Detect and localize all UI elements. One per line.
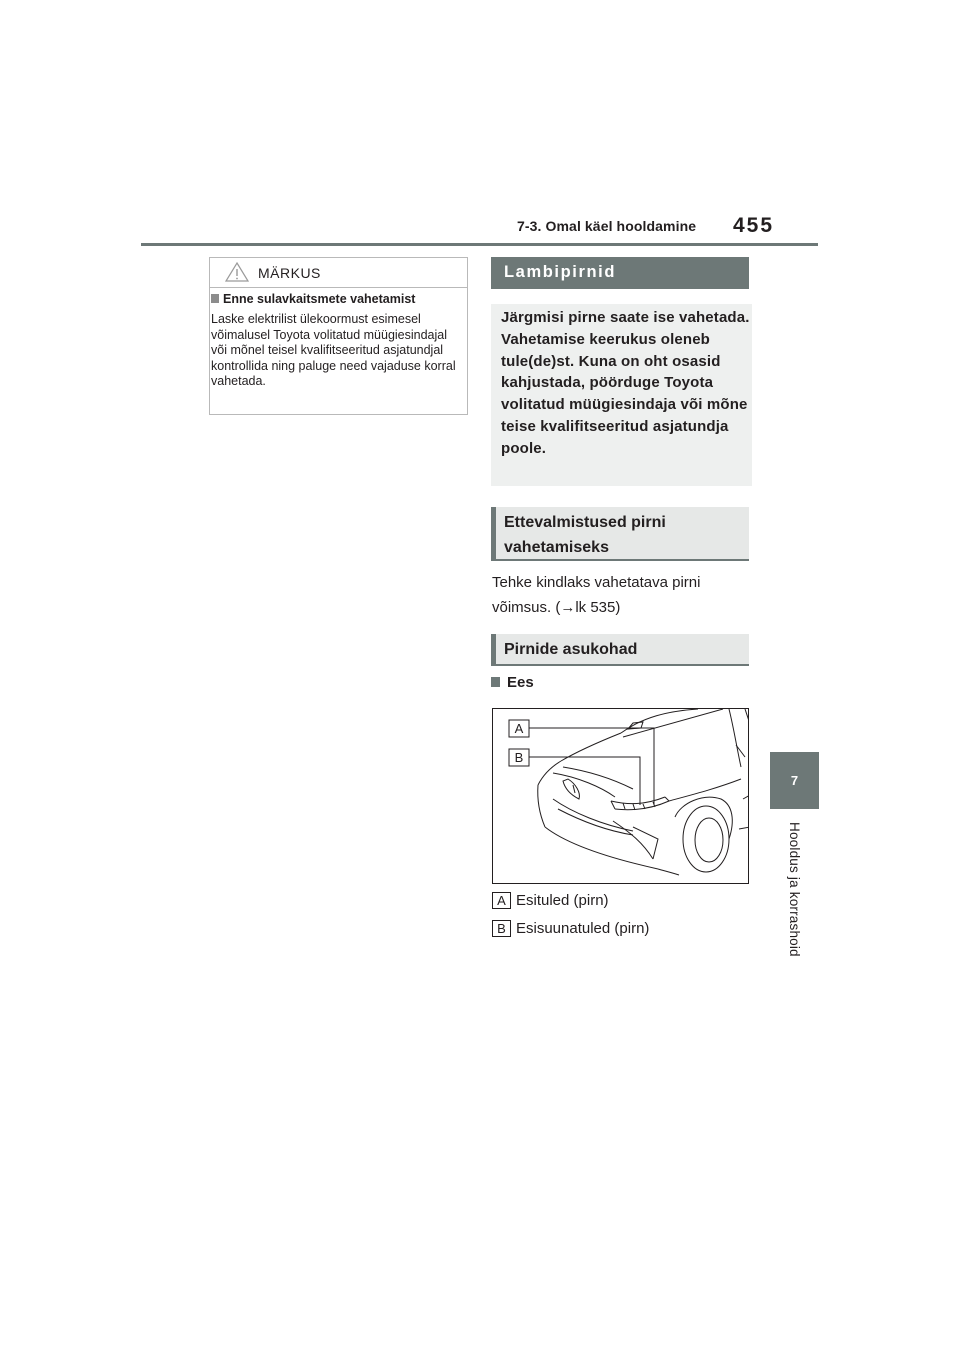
notice-subheading-text: Enne sulavkaitsmete vahetamist <box>223 292 416 306</box>
preparation-text <box>492 570 752 620</box>
legend-item-b <box>492 917 649 939</box>
preparation-heading: Ettevalmistused pirni vahetamiseks <box>491 507 749 561</box>
front-label-text: Ees <box>507 674 534 691</box>
callout-a-label: A <box>514 721 524 736</box>
legend-item-a <box>492 889 609 911</box>
legend-label-b: Esisuunatuled (pirn) <box>516 919 650 937</box>
notice-header <box>210 258 467 288</box>
locations-heading: Pirnide asukohad <box>491 634 749 666</box>
legend-label-a: Esituled (pirn) <box>516 891 609 909</box>
notice-body: Laske elektrilist ülekoormust esimesel võimalusel Toyota volitatud müügiesindajal või mõnel teisel kvalifitseeritud asjatundjal kontrollida ning paluge need vajaduse korral vahetada. <box>211 312 456 388</box>
front-label <box>491 674 534 691</box>
page-reference[interactable]: lk 535) <box>575 599 621 616</box>
notice-title: MÄRKUS <box>258 265 321 281</box>
legend-key-a: A <box>492 892 511 909</box>
lamps-heading: Lambipirnid <box>491 257 749 289</box>
chapter-number: 7 <box>790 773 799 788</box>
arrow-icon: → <box>560 599 576 616</box>
bullet-square-icon <box>491 677 500 687</box>
preparation-text-start: Tehke kindlaks vahetatava pirni võimsus. ( <box>492 574 701 616</box>
chapter-tab <box>770 752 819 809</box>
warning-icon <box>224 261 250 283</box>
notice-subheading <box>211 292 415 306</box>
lamps-intro: Järgmisi pirne saate ise vahetada. Vahetamise keerukus oleneb tule(de)st. Kuna on oht osasid kahjustada, pöörduge Toyota volitatud müügiesindaja või mõne teise kvalifitseeritud asjatundja poole. <box>491 304 752 486</box>
legend-key-b: B <box>492 920 511 937</box>
car-drawing <box>493 709 749 884</box>
header-rule <box>141 243 818 246</box>
section-title: 7-3. Omal käel hooldamine <box>517 218 697 234</box>
page-number: 455 <box>733 214 775 237</box>
callout-a <box>509 720 529 737</box>
notice-box <box>209 257 468 415</box>
chapter-title: Hooldus ja korrashoid <box>787 822 802 957</box>
bullet-square-icon <box>211 294 219 303</box>
car-front-illustration <box>492 708 749 884</box>
callout-b <box>509 749 529 766</box>
callout-b-label: B <box>514 750 524 765</box>
